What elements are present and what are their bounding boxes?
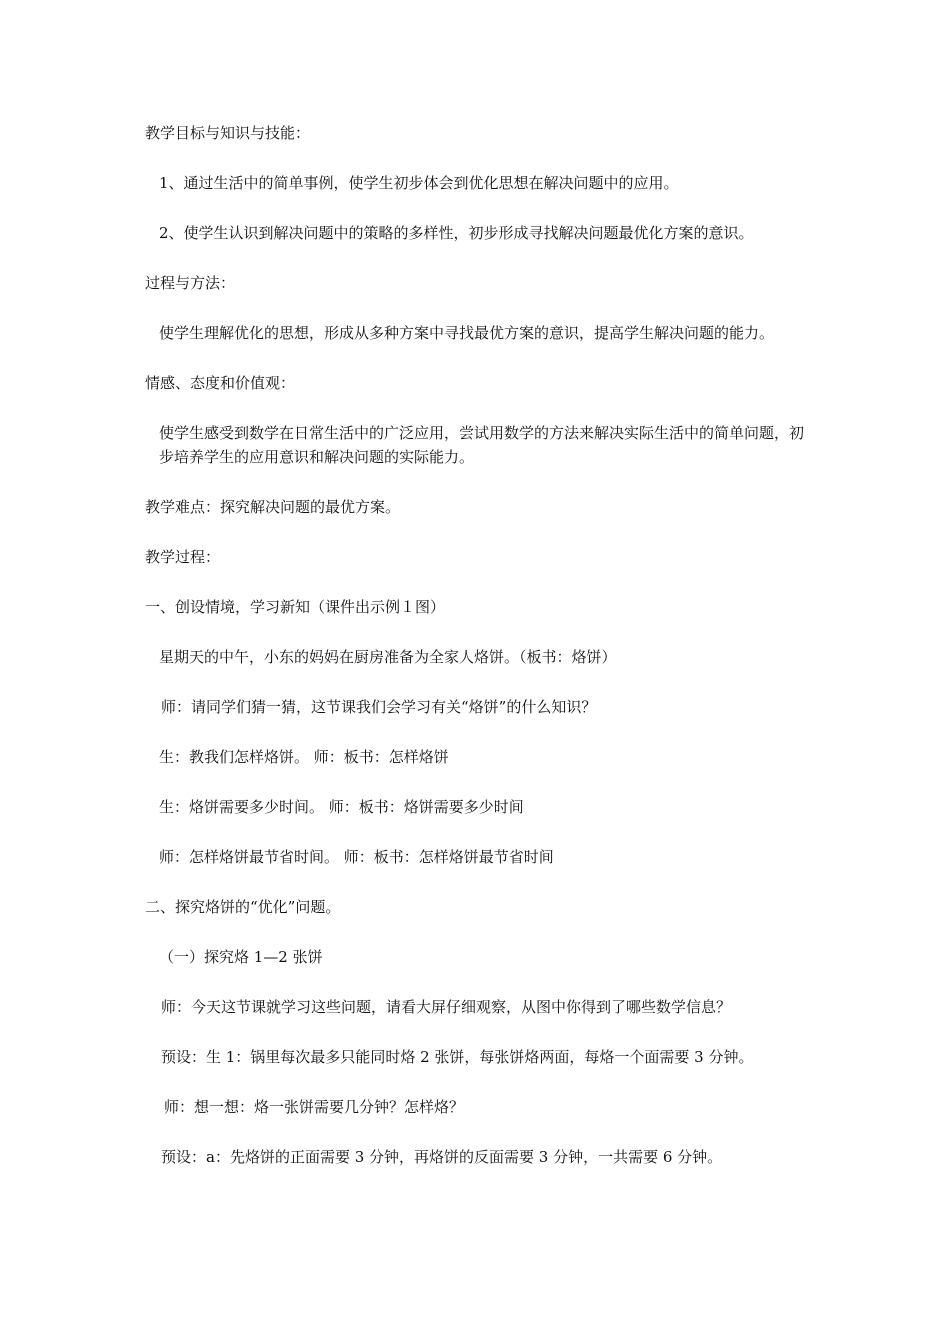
heading-teaching-process: 教学过程： [145, 548, 221, 566]
teacher-question-2: 师：今天这节课就学习这些问题，请看大屏仔细观察，从图中你得到了哪些数学信息？ [161, 998, 732, 1016]
subsection-1-heading: （一）探究烙 1—2 张饼 [159, 948, 323, 966]
teacher-question-3: 师：想一想：烙一张饼需要几分钟？怎样烙？ [164, 1098, 465, 1116]
scenario-text: 星期天的中午，小东的妈妈在厨房准备为全家人烙饼。（板书：烙饼） [159, 648, 617, 666]
emotion-values-text: 使学生感受到数学在日常生活中的广泛应用，尝试用数学的方法来解决实际生活中的简单问题，初步培养学生的应用意识和解决问题的实际能力。 [159, 424, 805, 466]
teaching-difficulty: 教学难点：探究解决问题的最优方案。 [145, 498, 401, 516]
process-method-text: 使学生理解优化的思想，形成从多种方案中寻找最优方案的意识，提高学生解决问题的能力。 [159, 324, 775, 342]
heading-process-method: 过程与方法： [145, 274, 236, 292]
section-1-heading: 一、创设情境，学习新知（课件出示例１图） [145, 598, 446, 616]
preset-answer-1: 预设：生 1：锅里每次最多只能同时烙 2 张饼，每张饼烙两面，每烙一个面需要 3 分钟。 [161, 1048, 754, 1066]
goal-item-2: 2、使学生认识到解决问题中的策略的多样性，初步形成寻找解决问题最优化方案的意识。 [159, 224, 754, 242]
document-body [145, 121, 810, 1195]
student-answer-2: 生：烙饼需要多少时间。 师：板书：烙饼需要多少时间 [159, 798, 524, 816]
heading-teaching-goals: 教学目标与知识与技能： [145, 124, 311, 142]
preset-answer-2: 预设：a：先烙饼的正面需要 3 分钟，再烙饼的反面需要 3 分钟，一共需要 6 分钟。 [161, 1148, 723, 1166]
section-2-heading: 二、探究烙饼的“优化”问题。 [145, 898, 341, 916]
goal-item-1: 1、通过生活中的简单事例，使学生初步体会到优化思想在解决问题中的应用。 [159, 174, 679, 192]
teacher-question-1: 师：请同学们猜一猜，这节课我们会学习有关“烙饼”的什么知识？ [161, 698, 597, 716]
teacher-statement-1: 师：怎样烙饼最节省时间。 师：板书：怎样烙饼最节省时间 [159, 848, 554, 866]
student-answer-1: 生：教我们怎样烙饼。 师：板书：怎样烙饼 [159, 748, 449, 766]
heading-emotion-values: 情感、态度和价值观： [145, 374, 296, 392]
